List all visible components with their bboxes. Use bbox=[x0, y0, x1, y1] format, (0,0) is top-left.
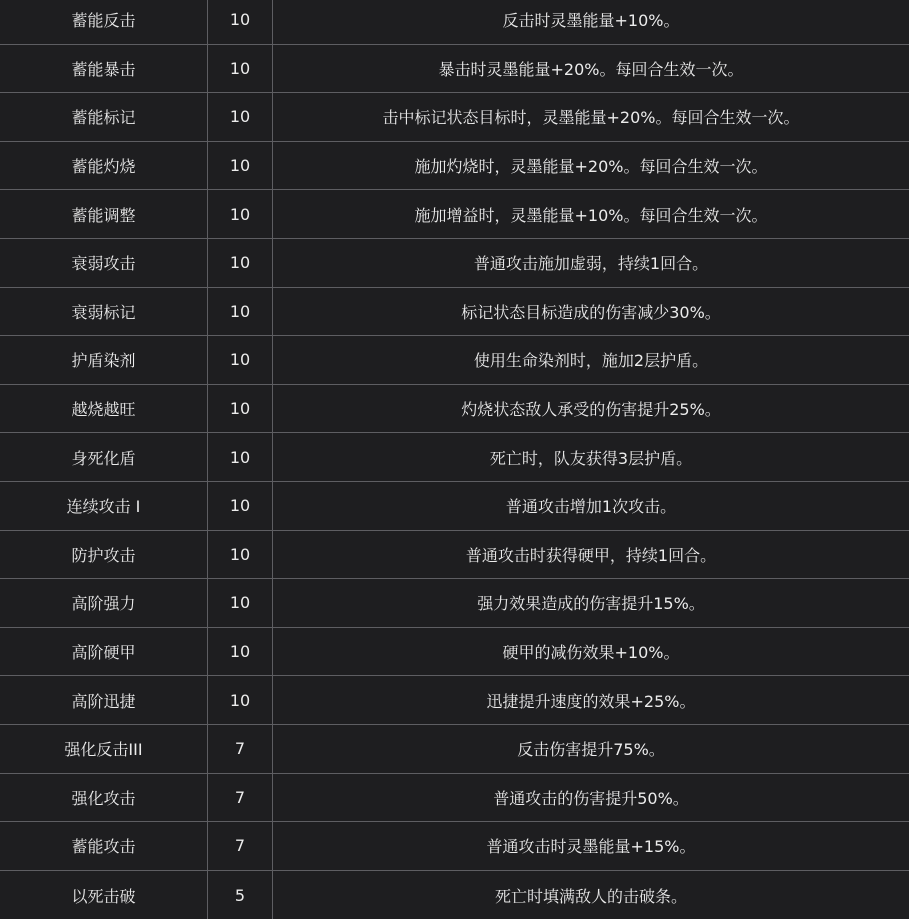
talent-name: 蓄能标记 bbox=[0, 93, 208, 141]
talent-name: 衰弱攻击 bbox=[0, 239, 208, 287]
talent-points: 10 bbox=[208, 385, 273, 433]
table-row bbox=[0, 190, 909, 239]
talent-points: 10 bbox=[208, 93, 273, 141]
talent-points: 10 bbox=[208, 45, 273, 93]
table-row bbox=[0, 288, 909, 337]
talent-points: 10 bbox=[208, 482, 273, 530]
table-row bbox=[0, 142, 909, 191]
talent-points: 10 bbox=[208, 0, 273, 44]
table-row bbox=[0, 628, 909, 677]
talent-name: 身死化盾 bbox=[0, 433, 208, 481]
talent-points: 10 bbox=[208, 433, 273, 481]
table-row bbox=[0, 579, 909, 628]
table-row bbox=[0, 336, 909, 385]
talent-effect: 施加灼烧时，灵墨能量+20%。每回合生效一次。 bbox=[414, 157, 768, 177]
table-row bbox=[0, 433, 909, 482]
table-row bbox=[0, 774, 909, 823]
talent-effect: 使用生命染剂时，施加2层护盾。 bbox=[473, 351, 709, 371]
talent-name: 强化攻击 bbox=[0, 774, 208, 822]
talent-points: 10 bbox=[208, 579, 273, 627]
talent-name: 衰弱标记 bbox=[0, 288, 208, 336]
talent-effect: 反击时灵墨能量+10%。 bbox=[502, 11, 680, 31]
table-row bbox=[0, 531, 909, 580]
talent-points: 10 bbox=[208, 239, 273, 287]
talent-effect: 迅捷提升速度的效果+25%。 bbox=[486, 691, 696, 711]
talent-points: 10 bbox=[208, 142, 273, 190]
talent-points: 10 bbox=[208, 336, 273, 384]
talent-effect: 普通攻击施加虚弱，持续1回合。 bbox=[473, 254, 709, 274]
talent-points: 10 bbox=[208, 531, 273, 579]
talent-points: 10 bbox=[208, 288, 273, 336]
talent-effect: 强力效果造成的伤害提升15%。 bbox=[477, 594, 705, 614]
table-row bbox=[0, 0, 909, 45]
talent-name: 防护攻击 bbox=[0, 531, 208, 579]
talent-name: 蓄能灼烧 bbox=[0, 142, 208, 190]
talent-points: 7 bbox=[208, 725, 273, 773]
talent-name: 高阶迅捷 bbox=[0, 676, 208, 724]
talent-name: 强化反击III bbox=[0, 725, 208, 773]
talent-name: 护盾染剂 bbox=[0, 336, 208, 384]
table-row bbox=[0, 676, 909, 725]
table-row bbox=[0, 385, 909, 434]
table-row bbox=[0, 239, 909, 288]
table-row bbox=[0, 482, 909, 531]
talent-points: 10 bbox=[208, 628, 273, 676]
talent-name: 高阶强力 bbox=[0, 579, 208, 627]
talent-points: 7 bbox=[208, 822, 273, 870]
talent-name: 高阶硬甲 bbox=[0, 628, 208, 676]
talent-effect: 反击伤害提升75%。 bbox=[517, 740, 665, 760]
table-row bbox=[0, 45, 909, 94]
talent-effect: 普通攻击时灵墨能量+15%。 bbox=[486, 837, 696, 857]
table-row bbox=[0, 725, 909, 774]
talent-points: 5 bbox=[208, 871, 273, 919]
talent-name: 蓄能调整 bbox=[0, 190, 208, 238]
talent-points: 7 bbox=[208, 774, 273, 822]
table-row bbox=[0, 871, 909, 919]
talent-effect: 普通攻击的伤害提升50%。 bbox=[493, 788, 689, 808]
talent-effect: 普通攻击时获得硬甲，持续1回合。 bbox=[465, 545, 717, 565]
talent-effect: 灼烧状态敌人承受的伤害提升25%。 bbox=[461, 400, 721, 420]
talent-name: 连续攻击 I bbox=[0, 482, 208, 530]
table-row bbox=[0, 93, 909, 142]
talent-effect: 暴击时灵墨能量+20%。每回合生效一次。 bbox=[438, 59, 744, 79]
talent-effect: 普通攻击增加1次攻击。 bbox=[505, 497, 677, 517]
talent-name: 蓄能攻击 bbox=[0, 822, 208, 870]
talent-name: 蓄能暴击 bbox=[0, 45, 208, 93]
talent-name: 蓄能反击 bbox=[0, 0, 208, 44]
talent-name: 以死击破 bbox=[0, 871, 208, 919]
talent-effect: 击中标记状态目标时，灵墨能量+20%。每回合生效一次。 bbox=[382, 108, 800, 128]
talent-effect: 标记状态目标造成的伤害减少30%。 bbox=[461, 302, 721, 322]
talent-name: 越烧越旺 bbox=[0, 385, 208, 433]
talent-effect: 硬甲的减伤效果+10%。 bbox=[502, 643, 680, 663]
talent-points: 10 bbox=[208, 190, 273, 238]
talent-points: 10 bbox=[208, 676, 273, 724]
table-row bbox=[0, 822, 909, 871]
talent-effect: 死亡时，队友获得3层护盾。 bbox=[489, 448, 693, 468]
talent-effect: 施加增益时，灵墨能量+10%。每回合生效一次。 bbox=[414, 205, 768, 225]
talent-effect: 死亡时填满敌人的击破条。 bbox=[494, 886, 687, 906]
